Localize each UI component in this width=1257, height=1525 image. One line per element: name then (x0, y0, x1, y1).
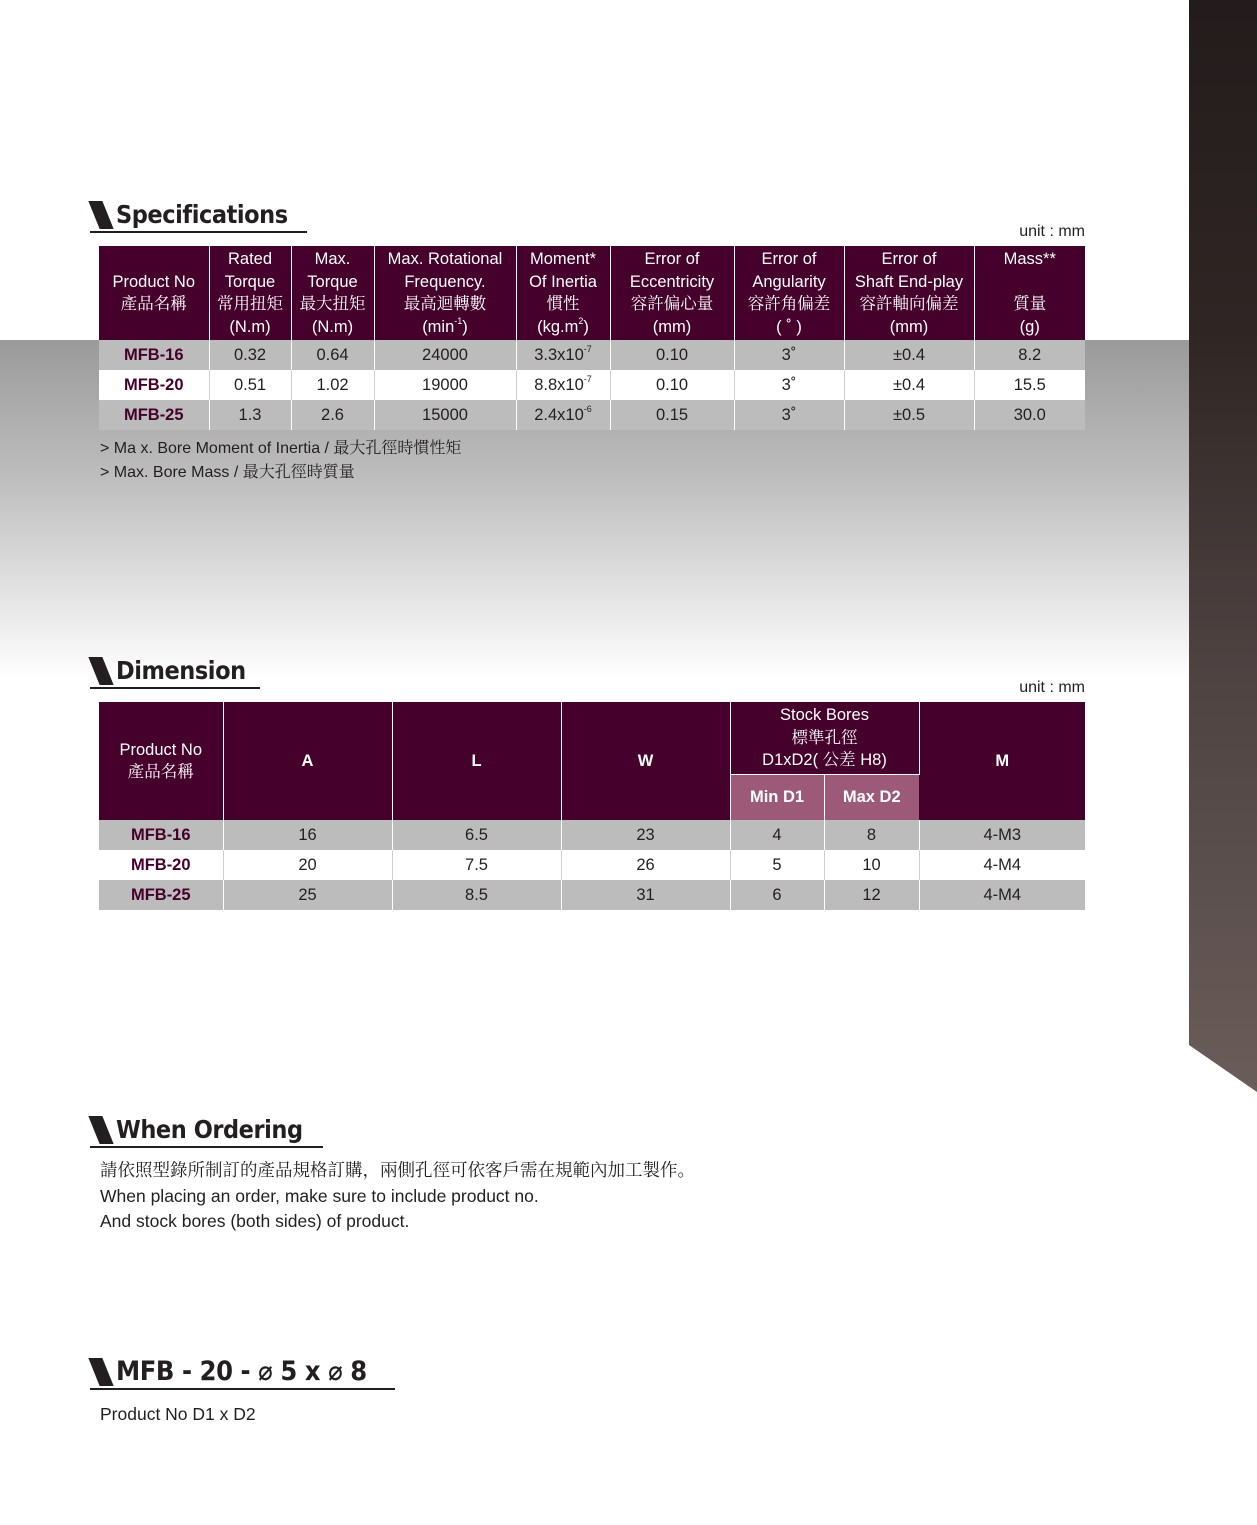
spec-header-angularity: Error of Angularity 容許角偏差 ( ˚ ) (734, 246, 844, 340)
ordering-line-zh: 請依照型錄所制訂的產品規格訂購，兩側孔徑可依客戶需在規範內加工製作。 (100, 1160, 695, 1180)
table-row: MFB-20 0.51 1.02 19000 $8.8x10^{-7}$ 0.10 3˚ ±0.4 15.5 (99, 370, 1085, 400)
spec-header-frequency: Max. Rotational Frequency. 最高迴轉數 $(\min^{-1})$ (374, 246, 516, 340)
spec-header-inertia: Moment* Of Inertia 慣性 $(kg.m^2)$ (516, 246, 610, 340)
heading-slash-icon (88, 1358, 113, 1386)
spec-header-end-play: Error of Shaft End-play 容許軸向偏差 (mm) (844, 246, 974, 340)
dim-header-w: W (561, 702, 730, 820)
dim-header-product: Product No 產品名稱 (99, 702, 223, 820)
heading-slash-icon (88, 1116, 113, 1144)
spec-header-row (99, 246, 1085, 340)
table-row: MFB-16 16 6.5 23 4 8 4-M3 (99, 820, 1085, 850)
spec-header-max-torque: Max. Torque 最大扭矩 (N.m) (291, 246, 374, 340)
table-row: MFB-25 1.3 2.6 15000 $2.4x10^{-6}$ 0.15 3˚ ±0.5 30.0 (99, 400, 1085, 430)
spec-header-product: Product No 產品名稱 (99, 246, 209, 340)
ordering-heading: When Ordering (90, 1116, 323, 1148)
example-heading: MFB - 20 - ⌀ 5 x ⌀ 8 (90, 1358, 395, 1390)
spec-header-eccentricity: Error of Eccentricity 容許偏心量 (mm) (610, 246, 734, 340)
ordering-line-en-1: When placing an order, make sure to include product no. (100, 1185, 539, 1206)
dim-header-m: M (919, 702, 1085, 820)
spec-notes (100, 437, 461, 485)
dimension-table (99, 702, 1085, 910)
specifications-table (99, 246, 1085, 430)
example-caption: Product No D1 x D2 (100, 1404, 256, 1424)
table-row: MFB-16 0.32 0.64 24000 $3.3x10^{-7}$ 0.10 3˚ ±0.4 8.2 (99, 340, 1085, 370)
table-row: MFB-25 25 8.5 31 6 12 4-M4 (99, 880, 1085, 910)
ordering-line-en-2: And stock bores (both sides) of product. (100, 1211, 410, 1231)
ordering-text (100, 1158, 695, 1235)
dim-header-min-d1: Min D1 (730, 774, 824, 820)
spec-header-mass: Mass** 質量 (g) (974, 246, 1085, 340)
heading-slash-icon (88, 201, 113, 229)
heading-slash-icon (88, 657, 113, 685)
table-row: MFB-20 20 7.5 26 5 10 4-M4 (99, 850, 1085, 880)
dimension-heading: Dimension (90, 657, 260, 689)
dim-header-l: L (392, 702, 561, 820)
decorative-side-bar (1189, 0, 1257, 1100)
dim-unit-label: unit : mm (1019, 679, 1085, 696)
note-inertia: > Ma x. Bore Moment of Inertia / 最大孔徑時慣性矩 (100, 440, 462, 457)
dim-header-a: A (223, 702, 392, 820)
spec-unit-label: unit : mm (1019, 223, 1085, 240)
dim-header-max-d2: Max D2 (824, 774, 919, 820)
specifications-heading: Specifications (90, 201, 307, 233)
dim-header-stock-bores: Stock Bores 標準孔徑 D1xD2( 公差 H8) (730, 702, 919, 774)
note-mass: > Max. Bore Mass / 最大孔徑時質量 (100, 464, 355, 481)
spec-header-rated-torque: Rated Torque 常用扭矩 (N.m) (209, 246, 291, 340)
